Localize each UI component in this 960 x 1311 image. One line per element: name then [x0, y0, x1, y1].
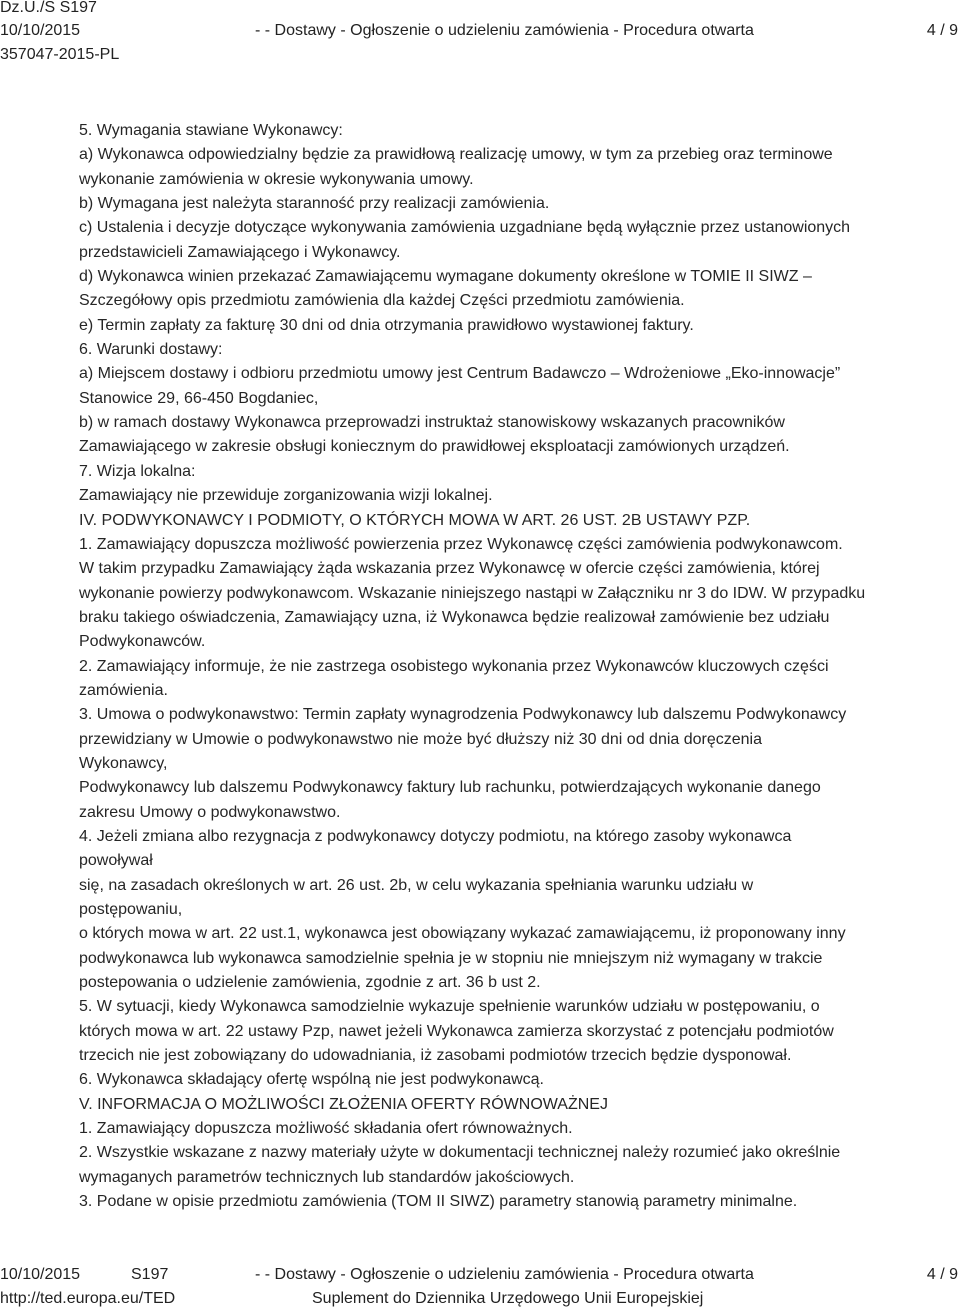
text-line: wymaganych parametrów technicznych lub standardów jakościowych.: [79, 1168, 575, 1186]
text-line: podwykonawca lub wykonawca samodzielnie spełnia je w stopniu nie mniejszym niż wymagany w trakcie: [79, 949, 823, 967]
text-line: powoływał: [79, 852, 153, 870]
text-line: braku takiego oświadczenia, Zamawiający uzna, iż Wykonawca będzie realizował zamówienie bez udziału: [79, 608, 830, 626]
footer-title: - - Dostawy - Ogłoszenie o udzieleniu zamówienia - Procedura otwarta: [255, 1266, 754, 1283]
text-line: przedstawicieli Zamawiającego i Wykonawcy.: [79, 243, 401, 261]
text-line: 3. Podane w opisie przedmiotu zamówienia (TOM II SIWZ) parametry stanowią parametry minimalne.: [79, 1193, 798, 1211]
text-line: Stanowice 29, 66-450 Bogdaniec,: [79, 389, 319, 407]
text-line: Zamawiającego w zakresie obsługi koniecznym do prawidłowej eksploatacji zamówionych urządzeń.: [79, 438, 790, 456]
text-line: Wykonawcy,: [79, 754, 168, 772]
text-line: 5. W sytuacji, kiedy Wykonawca samodzielnie wykazuje spełnienie warunków udziału w postępowaniu, o: [79, 998, 820, 1016]
text-line: trzecich nie jest zobowiązany do udowadniania, iż zasobami podmiotów trzecich będzie dysponował.: [79, 1047, 792, 1065]
text-line: 7. Wizja lokalna:: [79, 462, 196, 480]
text-line: 2. Wszystkie wskazane z nazwy materiały użyte w dokumentacji technicznej należy rozumieć jako określnie: [79, 1144, 841, 1162]
text-line: Szczegółowy opis przedmiotu zamówienia dla każdej Części przedmiotu zamówienia.: [79, 292, 685, 310]
notice-number: 357047-2015-PL: [0, 46, 120, 63]
text-line: zakresu Umowy o podwykonawstwo.: [79, 803, 341, 821]
text-line: Zamawiający nie przewiduje zorganizowania wizji lokalnej.: [79, 487, 493, 505]
text-line: 5. Wymagania stawiane Wykonawcy:: [79, 122, 343, 139]
text-line: a) Miejscem dostawy i odbioru przedmiotu umowy jest Centrum Badawczo – Wdrożeniowe „Eko-innowacje”: [79, 365, 841, 383]
text-line: a) Wykonawca odpowiedzialny będzie za prawidłową realizację umowy, w tym za przebieg oraz terminowe: [79, 146, 833, 164]
text-line: 1. Zamawiający dopuszcza możliwość składania ofert równoważnych.: [79, 1120, 573, 1138]
text-line: postępowaniu,: [79, 901, 183, 918]
journal-reference: Dz.U./S S197: [0, 0, 97, 16]
text-line: V. INFORMACJA O MOŻLIWOŚCI ZŁOŻENIA OFERTY RÓWNOWAŻNEJ: [79, 1095, 608, 1113]
text-line: c) Ustalenia i decyzje dotyczące wykonywania zamówienia uzgadniane będą wyłącznie przez ustanowionych: [79, 219, 851, 237]
text-line: wykonanie powierzy podwykonawcom. Wskazanie niniejszego nastąpi w Załączniku nr 3 do IDW. W przypadku: [79, 584, 866, 602]
text-line: 1. Zamawiający dopuszcza możliwość powierzenia przez Wykonawcę części zamówienia podwykonawcom.: [79, 535, 843, 553]
text-line: 4. Jeżeli zmiana albo rezygnacja z podwykonawcy dotyczy podmiotu, na którego zasoby wykonawca: [79, 827, 792, 845]
footer-url: http://ted.europa.eu/TED: [0, 1290, 176, 1307]
header-date: 10/10/2015: [0, 22, 81, 39]
text-line: przewidziany w Umowie o podwykonawstwo nie może być dłuższy niż 30 dni od dnia doręczenia: [79, 730, 763, 748]
text-line: d) Wykonawca winien przekazać Zamawiającemu wymagane dokumenty określone w TOMIE II SIWZ –: [79, 268, 812, 286]
text-line: zamówienia.: [79, 681, 168, 699]
footer-date: 10/10/2015: [0, 1266, 81, 1283]
text-line: e) Termin zapłaty za fakturę 30 dni od dnia otrzymania prawidłowo wystawionej faktury.: [79, 316, 694, 334]
footer-supplement: Suplement do Dziennika Urzędowego Unii Europejskiej: [312, 1290, 704, 1307]
text-line: wykonanie zamówienia w okresie wykonywania umowy.: [79, 170, 474, 188]
document-body: [79, 119, 949, 1214]
text-line: Podwykonawcy lub dalszemu Podwykonawcy faktury lub rachunku, potwierdzających wykonanie danego: [79, 779, 821, 797]
text-line: 3. Umowa o podwykonawstwo: Termin zapłaty wynagrodzenia Podwykonawcy lub dalszemu Podwykonawcy: [79, 706, 847, 724]
footer-oj-number: S197: [131, 1266, 169, 1283]
text-line: W takim przypadku Zamawiający żąda wskazania przez Wykonawcę w ofercie części zamówienia, której: [79, 560, 820, 578]
text-line: 6. Wykonawca składający ofertę wspólną nie jest podwykonawcą.: [79, 1071, 544, 1089]
text-line: IV. PODWYKONAWCY I PODMIOTY, O KTÓRYCH MOWA W ART. 26 UST. 2B USTAWY PZP.: [79, 511, 751, 529]
text-line: o których mowa w art. 22 ust.1, wykonawca jest obowiązany wykazać zamawiającemu, iż proponowany inny: [79, 925, 846, 943]
header-page-number: 4 / 9: [926, 22, 958, 39]
text-line: się, na zasadach określonych w art. 26 ust. 2b, w celu wykazania spełniania warunku udziału w: [79, 876, 754, 894]
footer-page-number: 4 / 9: [926, 1266, 958, 1283]
text-line: b) Wymagana jest należyta staranność przy realizacji zamówienia.: [79, 195, 550, 213]
text-line: Podwykonawców.: [79, 633, 206, 651]
text-line: 2. Zamawiający informuje, że nie zastrzega osobistego wykonania przez Wykonawców kluczowych części: [79, 657, 829, 675]
header-title: - - Dostawy - Ogłoszenie o udzieleniu zamówienia - Procedura otwarta: [255, 22, 754, 39]
text-line: b) w ramach dostawy Wykonawca przeprowadzi instruktaż stanowiskowy wskazanych pracowników: [79, 414, 785, 432]
text-line: 6. Warunki dostawy:: [79, 341, 223, 359]
text-line: których mowa w art. 22 ustawy Pzp, nawet jeżeli Wykonawca zamierza skorzystać z potencjału podmiotów: [79, 1022, 834, 1040]
text-line: postepowania o udzielenie zamówienia, zgodnie z art. 36 b ust 2.: [79, 974, 541, 992]
